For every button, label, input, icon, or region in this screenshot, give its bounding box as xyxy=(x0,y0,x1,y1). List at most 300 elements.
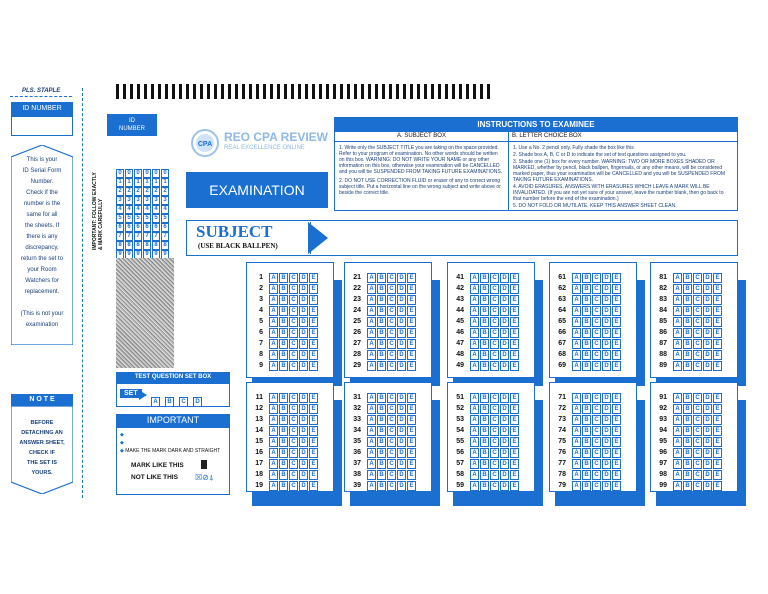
answer-bubble[interactable]: A xyxy=(470,339,479,349)
answer-bubble[interactable]: A xyxy=(673,437,682,447)
answer-bubble[interactable]: D xyxy=(703,295,712,305)
answer-bubble[interactable]: B xyxy=(377,393,386,403)
answer-bubble[interactable]: E xyxy=(510,404,519,414)
answer-bubble[interactable]: A xyxy=(470,426,479,436)
id-digit-bubble[interactable]: 7 xyxy=(125,232,133,241)
id-digit-bubble[interactable]: 5 xyxy=(125,214,133,223)
answer-bubble[interactable]: B xyxy=(377,284,386,294)
answer-bubble[interactable]: B xyxy=(279,481,288,491)
answer-bubble[interactable]: A xyxy=(673,393,682,403)
answer-bubble[interactable]: E xyxy=(713,404,722,414)
id-digit-bubble[interactable]: 3 xyxy=(143,196,151,205)
answer-bubble[interactable]: C xyxy=(592,448,601,458)
answer-bubble[interactable]: B xyxy=(279,426,288,436)
answer-bubble[interactable]: C xyxy=(490,339,499,349)
answer-bubble[interactable]: B xyxy=(279,404,288,414)
id-number-field[interactable] xyxy=(11,116,73,136)
answer-bubble[interactable]: C xyxy=(693,284,702,294)
answer-bubble[interactable]: C xyxy=(693,426,702,436)
answer-bubble[interactable]: A xyxy=(673,273,682,283)
answer-bubble[interactable]: A xyxy=(367,481,376,491)
answer-bubble[interactable]: D xyxy=(500,284,509,294)
answer-bubble[interactable]: E xyxy=(713,361,722,371)
answer-bubble[interactable]: B xyxy=(582,404,591,414)
answer-bubble[interactable]: C xyxy=(693,306,702,316)
answer-bubble[interactable]: D xyxy=(703,437,712,447)
answer-bubble[interactable]: E xyxy=(407,470,416,480)
answer-bubble[interactable]: D xyxy=(299,306,308,316)
answer-bubble[interactable]: B xyxy=(279,415,288,425)
answer-bubble[interactable]: C xyxy=(693,481,702,491)
answer-bubble[interactable]: E xyxy=(407,393,416,403)
id-digit-bubble[interactable]: 2 xyxy=(125,187,133,196)
answer-bubble[interactable]: E xyxy=(309,481,318,491)
answer-bubble[interactable]: C xyxy=(490,415,499,425)
answer-bubble[interactable]: D xyxy=(500,328,509,338)
answer-bubble[interactable]: C xyxy=(387,328,396,338)
answer-bubble[interactable]: B xyxy=(377,481,386,491)
id-digit-bubble[interactable]: 0 xyxy=(152,169,160,178)
answer-bubble[interactable]: B xyxy=(377,273,386,283)
answer-bubble[interactable]: C xyxy=(490,361,499,371)
answer-bubble[interactable]: D xyxy=(602,426,611,436)
answer-bubble[interactable]: A xyxy=(367,284,376,294)
answer-bubble[interactable]: B xyxy=(279,470,288,480)
id-digit-bubble[interactable]: 2 xyxy=(161,187,169,196)
answer-bubble[interactable]: C xyxy=(289,393,298,403)
id-digit-bubble[interactable]: 0 xyxy=(161,169,169,178)
answer-bubble[interactable]: A xyxy=(572,448,581,458)
answer-bubble[interactable]: C xyxy=(490,426,499,436)
answer-bubble[interactable]: E xyxy=(407,306,416,316)
answer-bubble[interactable]: E xyxy=(309,295,318,305)
answer-bubble[interactable]: E xyxy=(713,350,722,360)
answer-bubble[interactable]: B xyxy=(279,459,288,469)
answer-bubble[interactable]: C xyxy=(693,317,702,327)
id-digit-bubble[interactable]: 2 xyxy=(116,187,124,196)
answer-bubble[interactable]: D xyxy=(602,284,611,294)
answer-bubble[interactable]: B xyxy=(377,317,386,327)
answer-bubble[interactable]: A xyxy=(470,317,479,327)
answer-bubble[interactable]: A xyxy=(367,393,376,403)
answer-bubble[interactable]: E xyxy=(612,317,621,327)
answer-bubble[interactable]: B xyxy=(377,459,386,469)
id-digit-bubble[interactable]: 6 xyxy=(125,223,133,232)
answer-bubble[interactable]: B xyxy=(582,426,591,436)
set-choice-bubble[interactable]: C xyxy=(179,397,188,407)
answer-bubble[interactable]: B xyxy=(683,481,692,491)
answer-bubble[interactable]: E xyxy=(713,306,722,316)
answer-bubble[interactable]: A xyxy=(367,404,376,414)
answer-bubble[interactable]: A xyxy=(470,470,479,480)
answer-bubble[interactable]: D xyxy=(299,317,308,327)
answer-bubble[interactable]: A xyxy=(572,437,581,447)
answer-bubble[interactable]: E xyxy=(612,448,621,458)
answer-bubble[interactable]: D xyxy=(299,470,308,480)
answer-bubble[interactable]: C xyxy=(289,415,298,425)
answer-bubble[interactable]: B xyxy=(683,284,692,294)
answer-bubble[interactable]: B xyxy=(377,361,386,371)
answer-bubble[interactable]: E xyxy=(309,448,318,458)
id-digit-bubble[interactable]: 3 xyxy=(116,196,124,205)
answer-bubble[interactable]: B xyxy=(582,273,591,283)
answer-bubble[interactable]: D xyxy=(500,361,509,371)
answer-bubble[interactable]: C xyxy=(289,437,298,447)
answer-bubble[interactable]: E xyxy=(510,470,519,480)
answer-bubble[interactable]: C xyxy=(490,273,499,283)
id-digit-bubble[interactable]: 1 xyxy=(161,178,169,187)
answer-bubble[interactable]: A xyxy=(367,437,376,447)
answer-bubble[interactable]: D xyxy=(397,393,406,403)
answer-bubble[interactable]: A xyxy=(269,350,278,360)
answer-bubble[interactable]: A xyxy=(367,306,376,316)
answer-bubble[interactable]: E xyxy=(309,328,318,338)
answer-bubble[interactable]: C xyxy=(387,361,396,371)
answer-bubble[interactable]: E xyxy=(407,426,416,436)
answer-bubble[interactable]: A xyxy=(572,393,581,403)
answer-bubble[interactable]: E xyxy=(309,426,318,436)
answer-bubble[interactable]: B xyxy=(480,470,489,480)
answer-bubble[interactable]: B xyxy=(480,481,489,491)
answer-bubble[interactable]: E xyxy=(309,339,318,349)
id-digit-bubble[interactable]: 9 xyxy=(116,250,124,259)
answer-bubble[interactable]: D xyxy=(397,306,406,316)
answer-bubble[interactable]: D xyxy=(397,448,406,458)
answer-bubble[interactable]: D xyxy=(299,404,308,414)
answer-bubble[interactable]: E xyxy=(713,273,722,283)
answer-bubble[interactable]: C xyxy=(693,415,702,425)
id-digit-bubble[interactable]: 6 xyxy=(116,223,124,232)
answer-bubble[interactable]: E xyxy=(713,415,722,425)
answer-bubble[interactable]: E xyxy=(510,306,519,316)
answer-bubble[interactable]: C xyxy=(490,295,499,305)
answer-bubble[interactable]: C xyxy=(592,393,601,403)
answer-bubble[interactable]: C xyxy=(490,404,499,414)
answer-bubble[interactable]: E xyxy=(407,415,416,425)
answer-bubble[interactable]: C xyxy=(387,481,396,491)
answer-bubble[interactable]: A xyxy=(572,415,581,425)
answer-bubble[interactable]: A xyxy=(673,317,682,327)
answer-bubble[interactable]: B xyxy=(480,415,489,425)
answer-bubble[interactable]: E xyxy=(510,317,519,327)
answer-bubble[interactable]: D xyxy=(602,470,611,480)
answer-bubble[interactable]: E xyxy=(309,470,318,480)
answer-bubble[interactable]: A xyxy=(470,415,479,425)
answer-bubble[interactable]: A xyxy=(673,426,682,436)
answer-bubble[interactable]: E xyxy=(713,295,722,305)
answer-bubble[interactable]: D xyxy=(500,339,509,349)
id-digit-bubble[interactable]: 8 xyxy=(125,241,133,250)
answer-bubble[interactable]: B xyxy=(480,426,489,436)
answer-bubble[interactable]: D xyxy=(703,459,712,469)
id-digit-bubble[interactable]: 0 xyxy=(134,169,142,178)
id-digit-bubble[interactable]: 0 xyxy=(125,169,133,178)
answer-bubble[interactable]: A xyxy=(572,306,581,316)
answer-bubble[interactable]: A xyxy=(269,448,278,458)
answer-bubble[interactable]: D xyxy=(299,339,308,349)
answer-bubble[interactable]: B xyxy=(582,339,591,349)
answer-bubble[interactable]: D xyxy=(299,415,308,425)
answer-bubble[interactable]: C xyxy=(387,295,396,305)
answer-bubble[interactable]: D xyxy=(397,284,406,294)
answer-bubble[interactable]: C xyxy=(387,273,396,283)
answer-bubble[interactable]: A xyxy=(269,273,278,283)
answer-bubble[interactable]: A xyxy=(269,437,278,447)
answer-bubble[interactable]: C xyxy=(387,470,396,480)
answer-bubble[interactable]: C xyxy=(693,404,702,414)
answer-bubble[interactable]: B xyxy=(279,448,288,458)
answer-bubble[interactable]: E xyxy=(510,328,519,338)
answer-bubble[interactable]: D xyxy=(703,328,712,338)
answer-bubble[interactable]: D xyxy=(703,404,712,414)
answer-bubble[interactable]: B xyxy=(480,459,489,469)
answer-bubble[interactable]: C xyxy=(693,350,702,360)
answer-bubble[interactable]: C xyxy=(387,306,396,316)
answer-bubble[interactable]: A xyxy=(470,393,479,403)
answer-bubble[interactable]: D xyxy=(703,284,712,294)
answer-bubble[interactable]: C xyxy=(490,317,499,327)
answer-bubble[interactable]: C xyxy=(592,295,601,305)
answer-bubble[interactable]: A xyxy=(367,415,376,425)
answer-bubble[interactable]: D xyxy=(397,437,406,447)
answer-bubble[interactable]: E xyxy=(309,350,318,360)
answer-bubble[interactable]: E xyxy=(713,448,722,458)
id-digit-bubble[interactable]: 8 xyxy=(152,241,160,250)
answer-bubble[interactable]: B xyxy=(279,339,288,349)
answer-bubble[interactable]: C xyxy=(592,470,601,480)
answer-bubble[interactable]: A xyxy=(673,339,682,349)
id-digit-bubble[interactable]: 6 xyxy=(134,223,142,232)
answer-bubble[interactable]: D xyxy=(397,350,406,360)
answer-bubble[interactable]: E xyxy=(612,393,621,403)
answer-bubble[interactable]: E xyxy=(407,437,416,447)
id-digit-bubble[interactable]: 3 xyxy=(134,196,142,205)
id-number-grid[interactable] xyxy=(116,161,170,257)
id-digit-bubble[interactable]: 9 xyxy=(125,250,133,259)
answer-bubble[interactable]: A xyxy=(269,295,278,305)
answer-bubble[interactable]: B xyxy=(582,317,591,327)
answer-bubble[interactable]: A xyxy=(367,350,376,360)
answer-bubble[interactable]: D xyxy=(500,459,509,469)
answer-bubble[interactable]: E xyxy=(713,459,722,469)
answer-bubble[interactable]: E xyxy=(510,426,519,436)
answer-bubble[interactable]: D xyxy=(703,339,712,349)
answer-bubble[interactable]: B xyxy=(377,295,386,305)
answer-bubble[interactable]: D xyxy=(602,306,611,316)
answer-bubble[interactable]: C xyxy=(289,361,298,371)
id-digit-bubble[interactable]: 8 xyxy=(116,241,124,250)
answer-bubble[interactable]: E xyxy=(309,361,318,371)
answer-bubble[interactable]: D xyxy=(299,481,308,491)
answer-bubble[interactable]: C xyxy=(592,273,601,283)
answer-bubble[interactable]: E xyxy=(309,393,318,403)
answer-bubble[interactable]: D xyxy=(602,404,611,414)
id-digit-bubble[interactable]: 1 xyxy=(143,178,151,187)
answer-bubble[interactable]: B xyxy=(683,404,692,414)
answer-bubble[interactable]: B xyxy=(582,415,591,425)
answer-bubble[interactable]: B xyxy=(582,459,591,469)
answer-bubble[interactable]: D xyxy=(602,328,611,338)
answer-bubble[interactable]: A xyxy=(367,448,376,458)
answer-bubble[interactable]: B xyxy=(480,284,489,294)
answer-bubble[interactable]: B xyxy=(683,426,692,436)
answer-bubble[interactable]: E xyxy=(612,470,621,480)
answer-bubble[interactable]: E xyxy=(407,295,416,305)
answer-bubble[interactable]: D xyxy=(602,339,611,349)
answer-bubble[interactable]: A xyxy=(470,481,479,491)
answer-bubble[interactable]: E xyxy=(309,404,318,414)
id-digit-bubble[interactable]: 5 xyxy=(152,214,160,223)
answer-bubble[interactable]: C xyxy=(490,437,499,447)
answer-bubble[interactable]: B xyxy=(582,470,591,480)
answer-bubble[interactable]: B xyxy=(480,393,489,403)
answer-bubble[interactable]: E xyxy=(407,448,416,458)
answer-bubble[interactable]: A xyxy=(367,339,376,349)
answer-bubble[interactable]: A xyxy=(572,339,581,349)
answer-bubble[interactable]: B xyxy=(480,273,489,283)
answer-bubble[interactable]: A xyxy=(673,295,682,305)
answer-bubble[interactable]: E xyxy=(510,350,519,360)
answer-bubble[interactable]: D xyxy=(397,317,406,327)
answer-bubble[interactable]: D xyxy=(602,448,611,458)
answer-bubble[interactable]: A xyxy=(572,284,581,294)
id-digit-bubble[interactable]: 4 xyxy=(152,205,160,214)
answer-bubble[interactable]: E xyxy=(510,361,519,371)
answer-bubble[interactable]: E xyxy=(612,284,621,294)
answer-bubble[interactable]: C xyxy=(289,295,298,305)
answer-bubble[interactable]: D xyxy=(602,273,611,283)
id-digit-bubble[interactable]: 1 xyxy=(152,178,160,187)
answer-bubble[interactable]: C xyxy=(387,284,396,294)
answer-bubble[interactable]: C xyxy=(289,339,298,349)
id-digit-bubble[interactable]: 6 xyxy=(143,223,151,232)
answer-bubble[interactable]: C xyxy=(387,339,396,349)
answer-bubble[interactable]: C xyxy=(289,306,298,316)
answer-bubble[interactable]: C xyxy=(693,295,702,305)
id-digit-bubble[interactable]: 3 xyxy=(161,196,169,205)
answer-bubble[interactable]: E xyxy=(407,404,416,414)
answer-bubble[interactable]: A xyxy=(572,470,581,480)
answer-bubble[interactable]: A xyxy=(673,284,682,294)
answer-bubble[interactable]: A xyxy=(269,306,278,316)
answer-bubble[interactable]: C xyxy=(592,481,601,491)
answer-bubble[interactable]: E xyxy=(309,415,318,425)
answer-bubble[interactable]: A xyxy=(470,448,479,458)
answer-bubble[interactable]: C xyxy=(490,306,499,316)
answer-bubble[interactable]: D xyxy=(299,437,308,447)
answer-bubble[interactable]: D xyxy=(299,459,308,469)
answer-bubble[interactable]: D xyxy=(703,273,712,283)
id-digit-bubble[interactable]: 4 xyxy=(125,205,133,214)
answer-bubble[interactable]: E xyxy=(713,470,722,480)
answer-bubble[interactable]: B xyxy=(582,306,591,316)
answer-bubble[interactable]: A xyxy=(572,328,581,338)
answer-bubble[interactable]: E xyxy=(612,295,621,305)
answer-bubble[interactable]: B xyxy=(279,284,288,294)
answer-bubble[interactable]: C xyxy=(693,273,702,283)
id-digit-bubble[interactable]: 4 xyxy=(143,205,151,214)
answer-bubble[interactable]: B xyxy=(377,306,386,316)
answer-bubble[interactable]: D xyxy=(397,426,406,436)
answer-bubble[interactable]: A xyxy=(470,361,479,371)
answer-bubble[interactable]: A xyxy=(470,306,479,316)
answer-bubble[interactable]: C xyxy=(490,393,499,403)
answer-bubble[interactable]: D xyxy=(299,448,308,458)
answer-bubble[interactable]: C xyxy=(592,415,601,425)
answer-bubble[interactable]: E xyxy=(510,393,519,403)
answer-bubble[interactable]: D xyxy=(703,393,712,403)
answer-bubble[interactable]: B xyxy=(582,328,591,338)
answer-bubble[interactable]: E xyxy=(510,295,519,305)
answer-bubble[interactable]: C xyxy=(490,350,499,360)
set-choice-bubble[interactable]: D xyxy=(193,397,202,407)
answer-bubble[interactable]: D xyxy=(299,350,308,360)
answer-bubble[interactable]: C xyxy=(289,404,298,414)
answer-bubble[interactable]: C xyxy=(289,328,298,338)
answer-bubble[interactable]: C xyxy=(289,459,298,469)
answer-bubble[interactable]: C xyxy=(592,328,601,338)
answer-bubble[interactable]: B xyxy=(480,306,489,316)
answer-bubble[interactable]: E xyxy=(510,437,519,447)
answer-bubble[interactable]: C xyxy=(289,481,298,491)
answer-bubble[interactable]: D xyxy=(602,295,611,305)
answer-bubble[interactable]: B xyxy=(279,306,288,316)
answer-bubble[interactable]: C xyxy=(387,459,396,469)
answer-bubble[interactable]: A xyxy=(470,328,479,338)
answer-bubble[interactable]: D xyxy=(602,393,611,403)
answer-bubble[interactable]: E xyxy=(510,459,519,469)
answer-bubble[interactable]: E xyxy=(407,328,416,338)
answer-bubble[interactable]: B xyxy=(582,437,591,447)
answer-bubble[interactable]: B xyxy=(683,393,692,403)
answer-bubble[interactable]: A xyxy=(572,404,581,414)
answer-bubble[interactable]: E xyxy=(510,448,519,458)
answer-bubble[interactable]: C xyxy=(289,448,298,458)
answer-bubble[interactable]: A xyxy=(470,437,479,447)
id-digit-bubble[interactable]: 9 xyxy=(152,250,160,259)
answer-bubble[interactable]: A xyxy=(367,361,376,371)
answer-bubble[interactable]: A xyxy=(572,426,581,436)
answer-bubble[interactable]: B xyxy=(279,273,288,283)
answer-bubble[interactable]: A xyxy=(572,317,581,327)
answer-bubble[interactable]: D xyxy=(500,306,509,316)
answer-bubble[interactable]: B xyxy=(683,415,692,425)
answer-bubble[interactable]: B xyxy=(377,404,386,414)
answer-bubble[interactable]: B xyxy=(279,361,288,371)
answer-bubble[interactable]: C xyxy=(490,459,499,469)
answer-bubble[interactable]: E xyxy=(309,437,318,447)
answer-bubble[interactable]: D xyxy=(703,361,712,371)
set-choice-bubble[interactable]: B xyxy=(165,397,174,407)
answer-bubble[interactable]: A xyxy=(367,317,376,327)
answer-bubble[interactable]: B xyxy=(683,361,692,371)
answer-bubble[interactable]: A xyxy=(269,415,278,425)
answer-bubble[interactable]: D xyxy=(703,426,712,436)
id-digit-bubble[interactable]: 5 xyxy=(143,214,151,223)
answer-bubble[interactable]: E xyxy=(713,317,722,327)
answer-bubble[interactable]: E xyxy=(407,361,416,371)
id-digit-bubble[interactable]: 5 xyxy=(116,214,124,223)
answer-bubble[interactable]: B xyxy=(683,306,692,316)
answer-bubble[interactable]: E xyxy=(510,273,519,283)
answer-bubble[interactable]: A xyxy=(367,459,376,469)
answer-bubble[interactable]: B xyxy=(279,295,288,305)
id-digit-bubble[interactable]: 2 xyxy=(134,187,142,196)
answer-bubble[interactable]: A xyxy=(470,404,479,414)
answer-bubble[interactable]: E xyxy=(407,339,416,349)
id-digit-bubble[interactable]: 8 xyxy=(134,241,142,250)
answer-bubble[interactable]: D xyxy=(703,448,712,458)
